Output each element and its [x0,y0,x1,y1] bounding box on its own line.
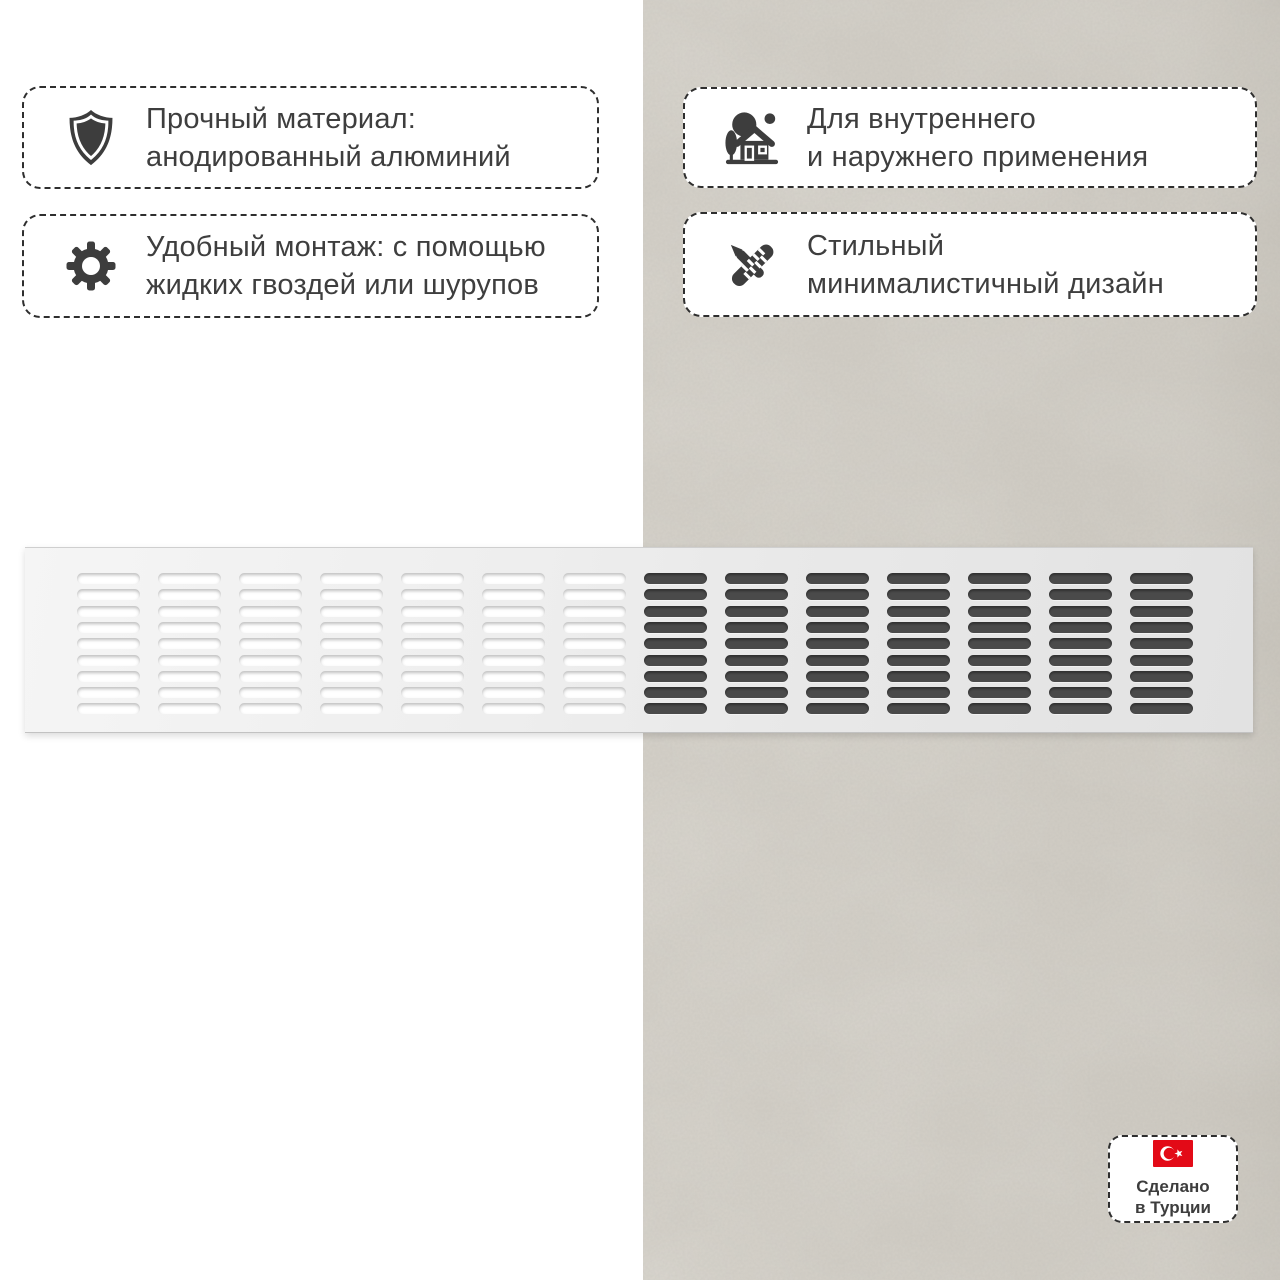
grille-slot [1049,573,1112,584]
grille-slot [1130,655,1193,666]
grille-slot [158,606,221,617]
grille-slot [77,671,140,682]
grille-slot [968,589,1031,600]
feature-box-material [22,86,599,189]
grille-slot [401,606,464,617]
grille-slot [77,589,140,600]
grille-slot [1130,622,1193,633]
feature-box-application [683,87,1257,188]
made-in-line: Сделано [1136,1177,1210,1196]
grille-slot [563,638,626,649]
grille-slot [77,703,140,714]
grille-slot [644,687,707,698]
grille-slot [968,573,1031,584]
feature-line: Прочный материал: [146,102,417,135]
grille-slot [887,606,950,617]
grille-slot [887,703,950,714]
grille-slot [77,573,140,584]
grille-slot [887,622,950,633]
grille-slot [482,638,545,649]
shield-icon [62,107,120,169]
grille-slot [77,687,140,698]
grille-slot [158,589,221,600]
grille-slot [968,622,1031,633]
grille-slot [401,638,464,649]
grille-slot [239,671,302,682]
grille-slot [563,655,626,666]
gear-icon [62,237,120,295]
grille-slot [968,703,1031,714]
grille-slot [887,671,950,682]
grille-slot [1130,671,1193,682]
grille-slot [320,573,383,584]
grille-slot [968,655,1031,666]
grille-slot [482,687,545,698]
grille-slot [1049,703,1112,714]
grille-slot [1130,703,1193,714]
grille-slot [239,703,302,714]
grille-slot [725,703,788,714]
grille-slot [968,606,1031,617]
grille-slot [401,589,464,600]
grille-slot [1049,655,1112,666]
grille-slot [806,687,869,698]
grille-slot [401,687,464,698]
grille-slot [239,573,302,584]
grille-slot [1049,622,1112,633]
grille-slot [644,671,707,682]
house-outdoor-icon [723,107,781,169]
made-in-text [1135,1176,1211,1218]
feature-box-mounting [22,214,599,318]
grille-slot [1130,687,1193,698]
grille-slot [158,687,221,698]
grille-slot [77,606,140,617]
grille-slot [320,671,383,682]
grille-slot [239,655,302,666]
grille-slot [725,622,788,633]
grille-slot [482,655,545,666]
feature-text-design [807,227,1164,303]
grille-slot [806,703,869,714]
grille-slot [1049,638,1112,649]
feature-box-design [683,212,1257,317]
feature-line: минималистичный дизайн [807,267,1164,300]
pencil-ruler-icon [723,236,781,294]
grille-slot [1049,687,1112,698]
grille-slot [887,589,950,600]
grille-slot [158,638,221,649]
grille-slot [401,655,464,666]
grille-slot [77,638,140,649]
grille-slot [887,638,950,649]
grille-slot [644,638,707,649]
grille-slot [644,622,707,633]
grille-slot [725,606,788,617]
grille-slot [401,622,464,633]
grille-slot [401,703,464,714]
grille-slot [401,671,464,682]
grille-slot [563,573,626,584]
grille-slot [158,573,221,584]
grille-slot [563,687,626,698]
grille-slot [320,703,383,714]
feature-line: и наружнего применения [807,140,1149,173]
grille-slot [887,655,950,666]
feature-text-mounting [146,228,546,304]
grille-slot [563,589,626,600]
grille-slot [1130,606,1193,617]
grille-slot [806,655,869,666]
grille-slot [968,687,1031,698]
feature-text-application [807,100,1148,176]
grille-slot [77,622,140,633]
grille-slot [725,589,788,600]
grille-slot [1130,638,1193,649]
grille-slot [725,638,788,649]
grille-slot [644,573,707,584]
grille-slot [239,589,302,600]
grille-slot [158,703,221,714]
grille-slot [725,655,788,666]
grille-slot [1049,606,1112,617]
grille-slot [644,655,707,666]
grille-slot [320,606,383,617]
grille-slot [644,589,707,600]
grille-slot [806,573,869,584]
grille-slot [239,638,302,649]
grille-slot [1130,589,1193,600]
grille-slot [401,573,464,584]
grille-slot [482,573,545,584]
grille-slot [806,671,869,682]
grille-slot [320,687,383,698]
grille-slot [482,622,545,633]
grille-slot [482,703,545,714]
grille-slot [563,703,626,714]
feature-line: Стильный [807,229,945,262]
grille-slot [968,671,1031,682]
grille-slot [158,671,221,682]
grille-slot [320,655,383,666]
made-in-badge [1108,1135,1238,1223]
grille-slot [725,671,788,682]
grille-slot [77,655,140,666]
grille-slot [482,671,545,682]
made-in-line: в Турции [1135,1198,1211,1217]
feature-line: анодированный алюминий [146,140,511,173]
grille-slot [806,606,869,617]
grille-slot [320,622,383,633]
grille-slot [239,606,302,617]
grille-slot [158,655,221,666]
ventilation-grille-image [25,547,1253,733]
grille-slot [239,622,302,633]
grille-slot [725,687,788,698]
grille-slot [1049,671,1112,682]
grille-slot [1049,589,1112,600]
grille-slot [563,622,626,633]
grille-slot [320,589,383,600]
grille-slot [887,573,950,584]
grille-slot [239,687,302,698]
grille-slot [644,703,707,714]
grille-slot [320,638,383,649]
grille-slot [806,622,869,633]
grille-slot [482,589,545,600]
feature-text-material [146,100,511,176]
grille-slot [158,622,221,633]
grille-slot [806,589,869,600]
grille-slot [644,606,707,617]
grille-slot [887,687,950,698]
grille-slot [563,606,626,617]
feature-line: Для внутреннего [807,102,1037,135]
grille-slot [806,638,869,649]
feature-line: жидких гвоздей или шурупов [146,269,539,301]
grille-slot [968,638,1031,649]
grille-slot [482,606,545,617]
feature-line: Удобный монтаж: с помощью [146,231,546,263]
grille-slot [1130,573,1193,584]
grille-slot [725,573,788,584]
turkey-flag-icon [1153,1140,1193,1172]
grille-slot [563,671,626,682]
